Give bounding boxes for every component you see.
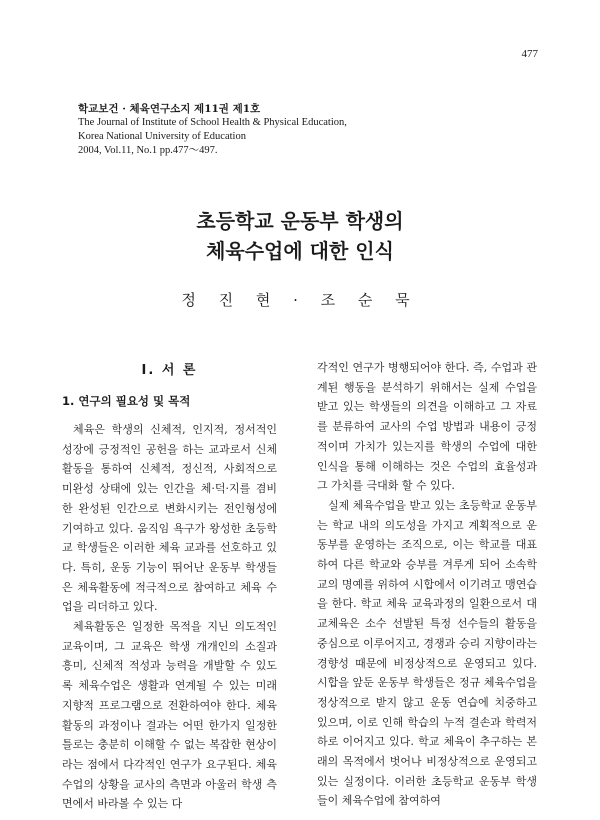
journal-info xyxy=(78,102,347,158)
subsection-heading: 1. 연구의 필요성 및 목적 xyxy=(62,394,191,408)
right-column xyxy=(317,358,537,811)
journal-title-korean: 학교보건 · 체육연구소지 제11권 제1호 xyxy=(78,103,261,115)
left-column xyxy=(62,362,277,814)
journal-institution: Korea National University of Education xyxy=(78,131,246,142)
page-number: 477 xyxy=(521,48,538,60)
journal-citation: 2004, Vol.11, No.1 pp.477～497. xyxy=(78,145,218,156)
journal-title-english: The Journal of Institute of School Health & Physical Education, xyxy=(78,117,347,128)
authors: 정 진 현 · 조 순 묵 xyxy=(181,291,419,309)
paper-title xyxy=(0,206,600,266)
body-paragraph: 체육은 학생의 신체적, 인지적, 정서적인 성장에 긍정적인 공헌을 하는 교과로서 신체활동을 통하여 신체적, 정신적, 사회적으로 미완성 상태에 있는 인간을 체·덕·지를 겸비한 완성된 인간으로 변화시키는 전인형성에 기여하고 있다. 움직임 욕구가 왕성한 초등학교 학생들은 이러한 체육 교과를 선호하고 있다. 특히, 운동 기능이 뛰어난 운동부 학생들은 체육활동에 적극적으로 참여하고 체육 수업을 리더하고 있다. xyxy=(62,423,277,614)
paper-title-line-1: 초등학교 운동부 학생의 xyxy=(196,209,404,233)
body-paragraph: 체육활동은 일정한 목적을 지닌 의도적인 교육이며, 그 교육은 학생 개개인의 소질과 흥미, 신체적 적성과 능력을 개발할 수 있도록 체육수업은 생활과 연계될 수 있는 미래 지향적 프로그램으로 전환하여야 한다. 체육활동의 과정이나 결과는 어떤 한가지 일정한 틀로는 충분히 이해할 수 없는 복잡한 현상이라는 점에서 다각적인 연구가 요구된다. 체육수업의 상황을 교사의 측면과 아울러 학생 측면에서 바라볼 수 있는 다 xyxy=(62,620,277,811)
body-paragraph: 각적인 연구가 병행되어야 한다. 즉, 수업과 관계된 행동을 분석하기 위해서는 실제 수업을 받고 있는 학생들의 의견을 이해하고 그 자료를 분류하여 교사의 수업 방법과 내용이 긍정적이며 가치가 있는지를 학생의 수업에 대한 인식을 통해 이해하는 것은 수업의 효율성과 그 가치를 극대화 할 수 있다. xyxy=(317,361,537,493)
paper-title-line-2: 체육수업에 대한 인식 xyxy=(206,239,394,263)
section-heading: Ⅰ. 서 론 xyxy=(141,363,198,378)
body-paragraph: 실제 체육수업을 받고 있는 초등학교 운동부는 학교 내의 의도성을 가지고 계획적으로 운동부를 운영하는 조직으로, 이는 학교를 대표하여 다른 학교와 승부를 겨루게 되어 소속학교의 명예를 위하여 시합에서 이기려고 맹연습을 한다. 학교 체육 교육과정의 일환으로서 대교체육은 소수 선발된 특정 선수들의 활동을 중심으로 이루어지고, 경쟁과 승리 지향이라는 경향성 때문에 비정상적으로 운영되고 있다. 시합을 앞둔 운동부 학생들은 정규 체육수업을 정상적으로 받지 않고 운동 연습에 치중하고 있으며, 이로 인해 학습의 누적 결손과 학력저하로 이어지고 있다. 학교 체육이 추구하는 본래의 목적에서 벗어나 비정상적으로 운영되고 있는 실정이다. 이러한 초등학교 운동부 학생들이 체육수업에 참여하여 xyxy=(317,498,537,808)
